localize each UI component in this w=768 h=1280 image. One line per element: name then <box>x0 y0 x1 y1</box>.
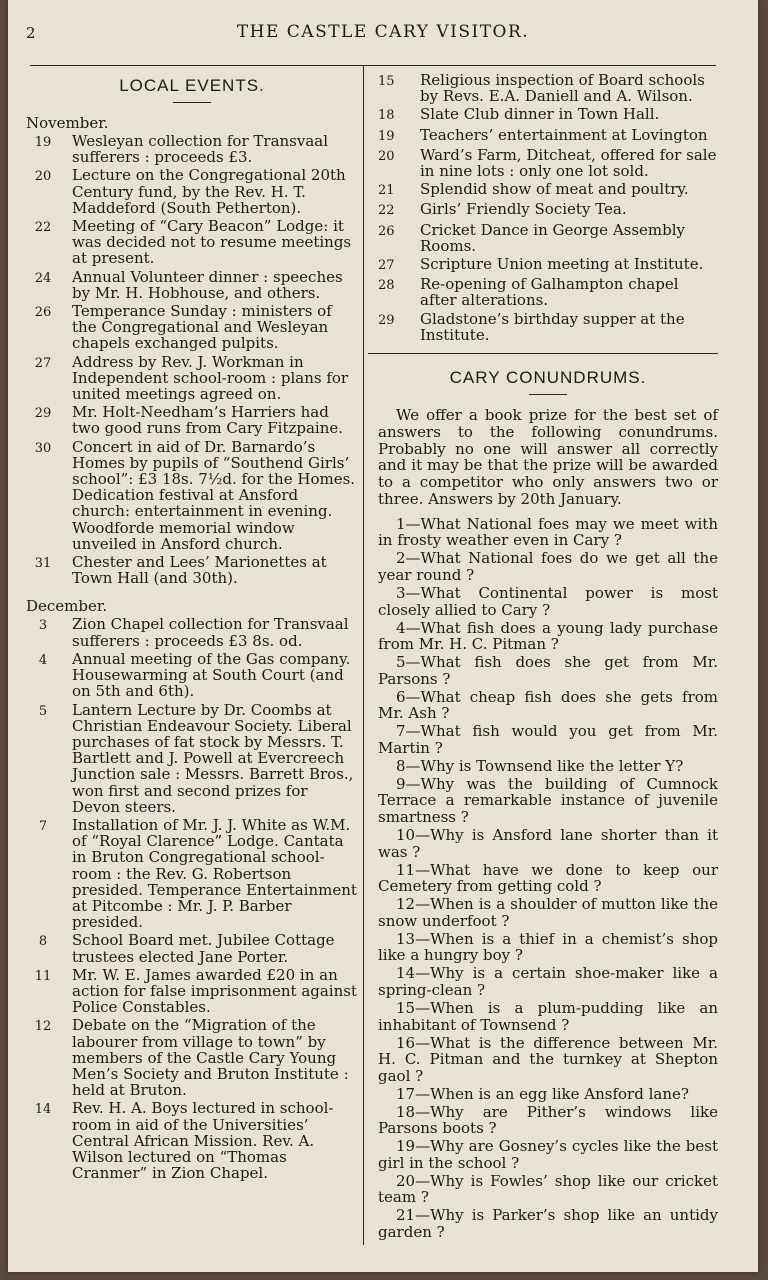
event-day: 21 <box>378 183 395 199</box>
event-entry <box>378 147 718 179</box>
event-day: 24 <box>34 270 52 286</box>
event-day: 27 <box>378 258 395 274</box>
conundrum-question: 18—Why are Pither’s windows like Parsons boots ? <box>378 1102 718 1138</box>
page-header <box>8 18 758 48</box>
conundrum-question: 7—What fish would you get from Mr. Martin ? <box>378 722 718 757</box>
event-day: 8 <box>38 934 48 950</box>
event-day: 29 <box>34 406 52 422</box>
event-text: Chester and Lees’ Marionettes at Town Hall (and 30th). <box>72 553 327 588</box>
event-day: 20 <box>378 148 395 164</box>
cary-conundrums-heading: CARY CONUNDRUMS. <box>449 368 647 388</box>
event-entry <box>378 276 718 308</box>
event-text: Debate on the “Migration of the labourer from village to town” by members of the Castle Cary Young Men’s Society and Bruton Institute : held at Bruton. <box>72 1016 349 1100</box>
event-day: 30 <box>34 440 52 456</box>
event-text: Lecture on the Congregational 20th Century fund, by the Rev. H. T. Maddeford (South Petherton). <box>72 166 346 217</box>
conundrum-question: 3—What Continental power is most closely allied to Cary ? <box>378 583 718 619</box>
event-entry <box>26 133 358 165</box>
event-text: Re-opening of Galhampton chapel after alterations. <box>420 275 679 310</box>
event-text: Lantern Lecture by Dr. Coombs at Christian Endeavour Society. Liberal purchases of fat stock by Messrs. T. Bartlett and J. Powell at Evercreech Junction sale : Messrs. Barrett Bros., won first and second prizes for Devon steers. <box>72 700 354 816</box>
event-day: 19 <box>34 135 52 150</box>
event-day: 27 <box>34 355 52 371</box>
event-entry <box>378 201 718 219</box>
event-entry <box>378 222 718 254</box>
event-text: Wesleyan collection for Transvaal sufferers : proceeds £3. <box>72 132 329 167</box>
event-text: Religious inspection of Board schools by Revs. E.A. Daniell and A. Wilson. <box>420 71 705 106</box>
conundrums-intro: We offer a book prize for the best set of answers to the following conundrums. Probably no one will answer all correctly and it may be that the prize will be awarded to a competitor who only answers two or three. Answers by 20th January. <box>378 406 718 509</box>
event-entry <box>26 269 358 301</box>
event-entry <box>378 256 718 274</box>
event-entry <box>26 702 358 815</box>
conundrum-question: 6—What cheap fish does she gets from Mr. Ash ? <box>378 687 718 723</box>
heading-underline <box>529 394 567 395</box>
event-text: Meeting of “Cary Beacon” Lodge: it was decided not to resume meetings at present. <box>72 217 352 268</box>
event-text: Gladstone’s birthday supper at the Institute. <box>420 309 685 344</box>
event-text: Zion Chapel collection for Transvaal sufferers : proceeds £3 8s. od. <box>72 615 349 650</box>
event-text: Slate Club dinner in Town Hall. <box>420 105 660 124</box>
event-day: 5 <box>38 703 48 719</box>
event-entry <box>378 127 718 145</box>
page <box>8 0 758 1272</box>
event-day: 22 <box>378 203 395 219</box>
event-day: 7 <box>38 818 48 834</box>
event-entry <box>26 303 358 352</box>
event-day: 22 <box>34 220 52 236</box>
conundrum-question: 21—Why is Parker’s shop like an untidy garden ? <box>378 1206 718 1241</box>
event-entry <box>378 311 718 343</box>
conundrum-list <box>378 516 718 1241</box>
month-label-november: November. <box>26 114 109 132</box>
event-entry <box>26 817 358 930</box>
event-entry <box>26 932 358 964</box>
event-text: Temperance Sunday : ministers of the Congregational and Wesleyan chapels exchanged pulpits. <box>72 302 332 353</box>
event-text: Splendid show of meat and poultry. <box>420 180 689 199</box>
event-entry <box>26 651 358 700</box>
event-entry <box>26 404 358 436</box>
conundrum-question: 17—When is an egg like Ansford lane? <box>396 1084 689 1103</box>
december-entries <box>26 616 358 1181</box>
event-text: Teachers’ entertainment at Lovington <box>420 125 708 144</box>
conundrum-question: 8—Why is Townsend like the letter Y? <box>396 756 684 775</box>
event-day: 26 <box>34 305 52 321</box>
conundrum-question: 14—Why is a certain shoe-maker like a spring-clean ? <box>378 964 718 999</box>
conundrum-question: 4—What fish does a young lady purchase from Mr. H. C. Pitman ? <box>378 618 718 654</box>
event-day: 12 <box>34 1019 52 1035</box>
event-text: Rev. H. A. Boys lectured in school-room in aid of the Universities’ Central African Mission. Rev. A. Wilson lectured on “Thomas Cranmer” in Zion Chapel. <box>72 1099 334 1183</box>
event-text: Cricket Dance in George Assembly Rooms. <box>420 220 686 255</box>
event-day: 15 <box>378 74 395 89</box>
event-text: Mr. W. E. James awarded £20 in an action for false imprisonment against Police Constables. <box>72 965 357 1017</box>
event-text: Ward’s Farm, Ditcheat, offered for sale in nine lots : only one lot sold. <box>420 145 717 181</box>
event-entry <box>378 181 718 199</box>
section-rule <box>368 353 718 354</box>
conundrum-question: 9—Why was the building of Cumnock Terrace a remarkable instance of juvenile smartness ? <box>378 774 718 827</box>
page-number: 2 <box>26 24 36 42</box>
event-text: School Board met. Jubilee Cottage trustees elected Jane Porter. <box>72 931 335 966</box>
event-text: Installation of Mr. J. J. White as W.M. of “Royal Clarence” Lodge. Cantata in Bruton Congregational school-room : the Rev. G. Robertson presided. Temperance Entertainment at Pitcombe : Mr. J. P. Barber presided. <box>72 815 357 932</box>
event-text: Girls’ Friendly Society Tea. <box>420 200 627 219</box>
event-day: 31 <box>34 556 52 572</box>
event-text: Scripture Union meeting at Institute. <box>420 255 704 274</box>
december-continued-entries <box>378 72 718 343</box>
conundrum-question: 16—What is the difference between Mr. H. C. Pitman and the turnkey at Shepton gaol ? <box>378 1033 718 1085</box>
event-entry <box>26 616 358 648</box>
month-label-december: December. <box>26 597 108 616</box>
event-entry <box>378 72 718 104</box>
event-text: Concert in aid of Dr. Barnardo’s Homes by pupils of “Southend Girls’ school”: £3 18s. 7½d. for the Homes. Dedication festival at Ansford church: entertainment in evening. Woodforde memorial window unveiled in Ansford church. <box>72 437 356 553</box>
left-column <box>26 66 358 1181</box>
event-text: Annual Volunteer dinner : speeches by Mr. H. Hobhouse, and others. <box>72 267 343 302</box>
right-column <box>378 66 718 1242</box>
event-entry <box>26 1100 358 1181</box>
event-day: 4 <box>38 652 48 668</box>
conundrum-question: 15—When is a plum-pudding like an inhabitant of Townsend ? <box>378 998 718 1034</box>
running-title: THE CASTLE CARY VISITOR. <box>236 22 530 42</box>
conundrum-question: 20—Why is Fowles’ shop like our cricket team ? <box>378 1171 718 1207</box>
event-day: 26 <box>378 223 395 239</box>
event-entry <box>26 354 358 403</box>
heading-underline <box>173 102 211 103</box>
event-day: 20 <box>34 169 52 185</box>
event-day: 3 <box>38 618 48 634</box>
event-day: 18 <box>378 108 395 124</box>
conundrum-question: 13—When is a thief in a chemist’s shop like a hungry boy ? <box>378 929 718 965</box>
conundrum-question: 11—What have we done to keep our Cemetery from getting cold ? <box>378 860 718 896</box>
event-entry <box>26 554 358 586</box>
event-entry <box>26 967 358 1016</box>
local-events-heading: LOCAL EVENTS. <box>119 76 265 95</box>
event-text: Mr. Holt-Needham’s Harriers had two good runs from Cary Fitzpaine. <box>72 403 344 438</box>
event-day: 29 <box>378 312 395 328</box>
november-entries <box>26 133 358 586</box>
conundrum-question: 19—Why are Gosney’s cycles like the best girl in the school ? <box>378 1137 718 1172</box>
event-text: Address by Rev. J. Workman in Independent school-room : plans for united meetings agreed on. <box>72 352 349 404</box>
column-divider <box>363 65 364 1245</box>
event-entry <box>26 1017 358 1098</box>
event-entry <box>26 218 358 267</box>
event-text: Annual meeting of the Gas company. Housewarming at South Court (and on 5th and 6th). <box>72 649 351 701</box>
conundrum-question: 5—What fish does she get from Mr. Parsons ? <box>378 653 718 688</box>
event-entry <box>26 439 358 552</box>
event-day: 14 <box>34 1102 52 1118</box>
event-entry <box>378 106 718 124</box>
conundrum-question: 12—When is a shoulder of mutton like the snow underfoot ? <box>378 895 718 930</box>
event-day: 11 <box>34 968 52 984</box>
event-entry <box>26 167 358 216</box>
conundrum-question: 1—What National foes may we meet with in frosty weather even in Cary ? <box>378 514 718 550</box>
event-day: 19 <box>378 128 395 144</box>
event-day: 28 <box>378 278 395 294</box>
conundrum-question: 10—Why is Ansford lane shorter than it was ? <box>378 826 718 861</box>
conundrum-question: 2—What National foes do we get all the year round ? <box>378 549 718 584</box>
